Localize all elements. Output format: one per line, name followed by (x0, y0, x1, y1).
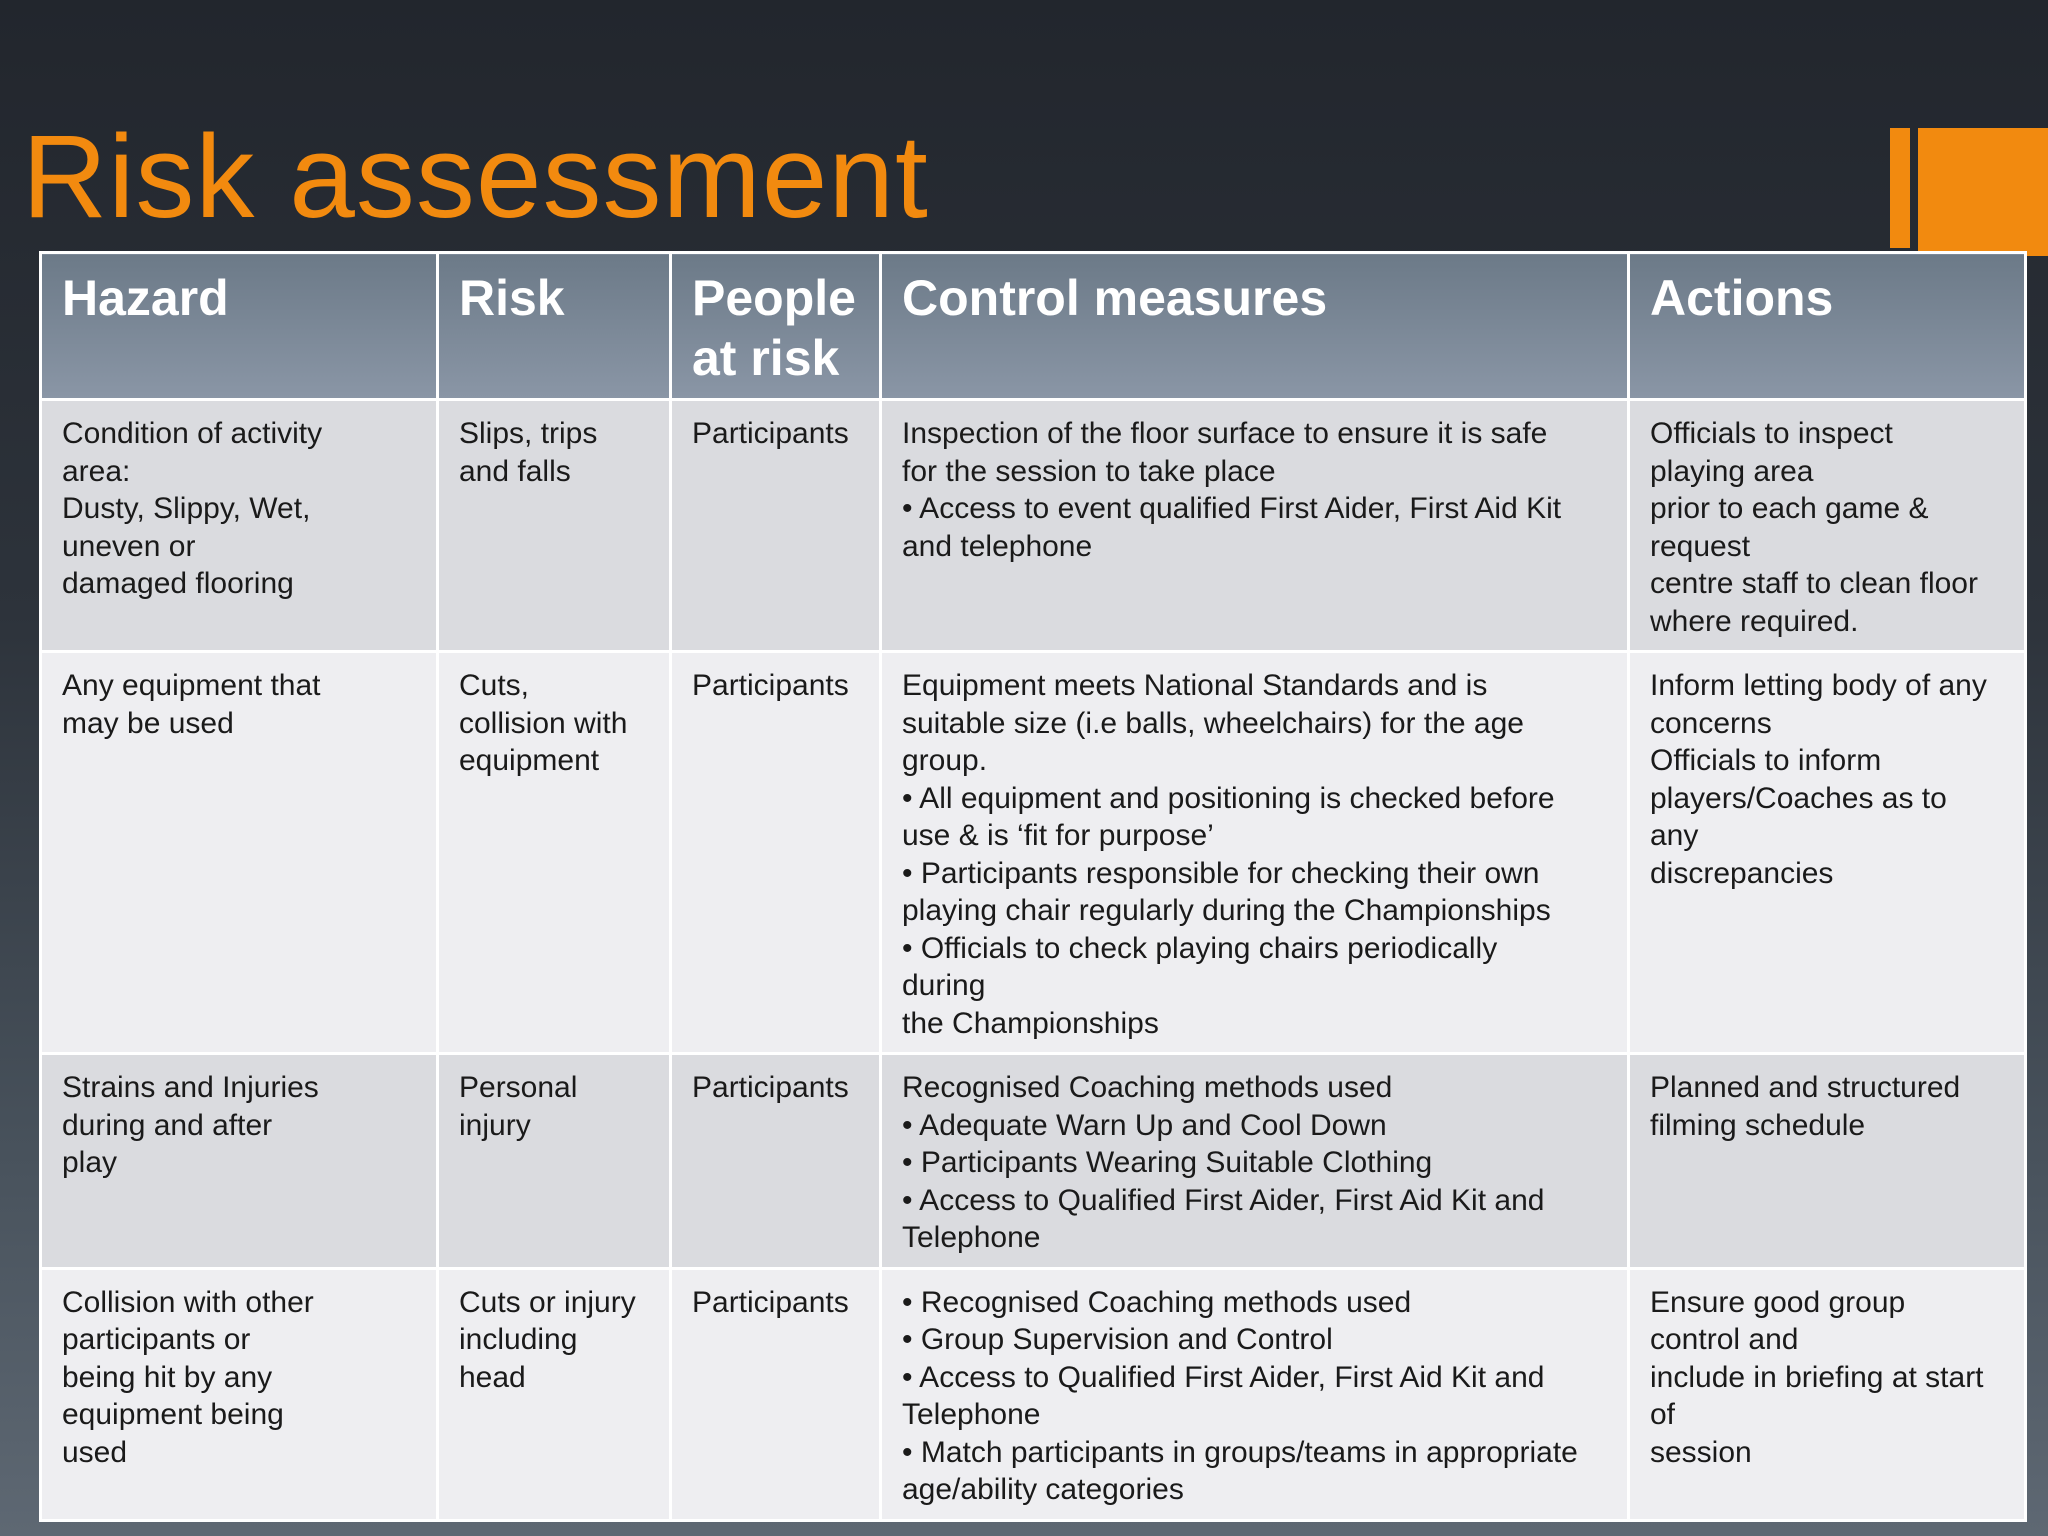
risk-cell: Personal injury (438, 1054, 671, 1269)
risk-cell: Slips, trips and falls (438, 400, 671, 652)
control-cell: Inspection of the floor surface to ensure it is safe for the session to take place • Access to event qualified First Aider, First Aid Kit and telephone (881, 400, 1629, 652)
table-header-row (41, 253, 2026, 400)
table-row (41, 400, 2026, 652)
people-cell: Participants (671, 1054, 881, 1269)
risk-assessment-table (39, 251, 2027, 1522)
risk-cell: Cuts, collision with equipment (438, 652, 671, 1054)
table-row (41, 652, 2026, 1054)
header-hazard: Hazard (41, 253, 438, 400)
actions-cell: Planned and structured filming schedule (1629, 1054, 2026, 1269)
hazard-cell: Collision with other participants or being hit by any equipment being used (41, 1268, 438, 1520)
control-cell: Equipment meets National Standards and is suitable size (i.e balls, wheelchairs) for the age group. • All equipment and positioning is checked before use & is ‘fit for purpose’ • Participants responsible for checking their own playing chair regularly during the Championships • Officials to check playing chairs periodically during the Championships (881, 652, 1629, 1054)
header-people-at-risk: People at risk (671, 253, 881, 400)
accent-bar-block (1918, 128, 2048, 256)
header-control-measures: Control measures (881, 253, 1629, 400)
people-cell: Participants (671, 400, 881, 652)
actions-cell: Officials to inspect playing area prior to each game & request centre staff to clean floor where required. (1629, 400, 2026, 652)
control-cell: Recognised Coaching methods used • Adequate Warn Up and Cool Down • Participants Wearing Suitable Clothing • Access to Qualified First Aider, First Aid Kit and Telephone (881, 1054, 1629, 1269)
hazard-cell: Strains and Injuries during and after play (41, 1054, 438, 1269)
people-cell: Participants (671, 652, 881, 1054)
accent-bar-thin (1890, 128, 1910, 248)
risk-cell: Cuts or injury including head (438, 1268, 671, 1520)
slide-title: Risk assessment (22, 111, 929, 243)
actions-cell: Inform letting body of any concerns Officials to inform players/Coaches as to any discrepancies (1629, 652, 2026, 1054)
header-actions: Actions (1629, 253, 2026, 400)
people-cell: Participants (671, 1268, 881, 1520)
table-row (41, 1268, 2026, 1520)
table-row (41, 1054, 2026, 1269)
hazard-cell: Condition of activity area: Dusty, Slippy, Wet, uneven or damaged flooring (41, 400, 438, 652)
header-risk: Risk (438, 253, 671, 400)
control-cell: • Recognised Coaching methods used • Group Supervision and Control • Access to Qualified First Aider, First Aid Kit and Telephone • Match participants in groups/teams in appropriate age/ability categories (881, 1268, 1629, 1520)
actions-cell: Ensure good group control and include in briefing at start of session (1629, 1268, 2026, 1520)
hazard-cell: Any equipment that may be used (41, 652, 438, 1054)
